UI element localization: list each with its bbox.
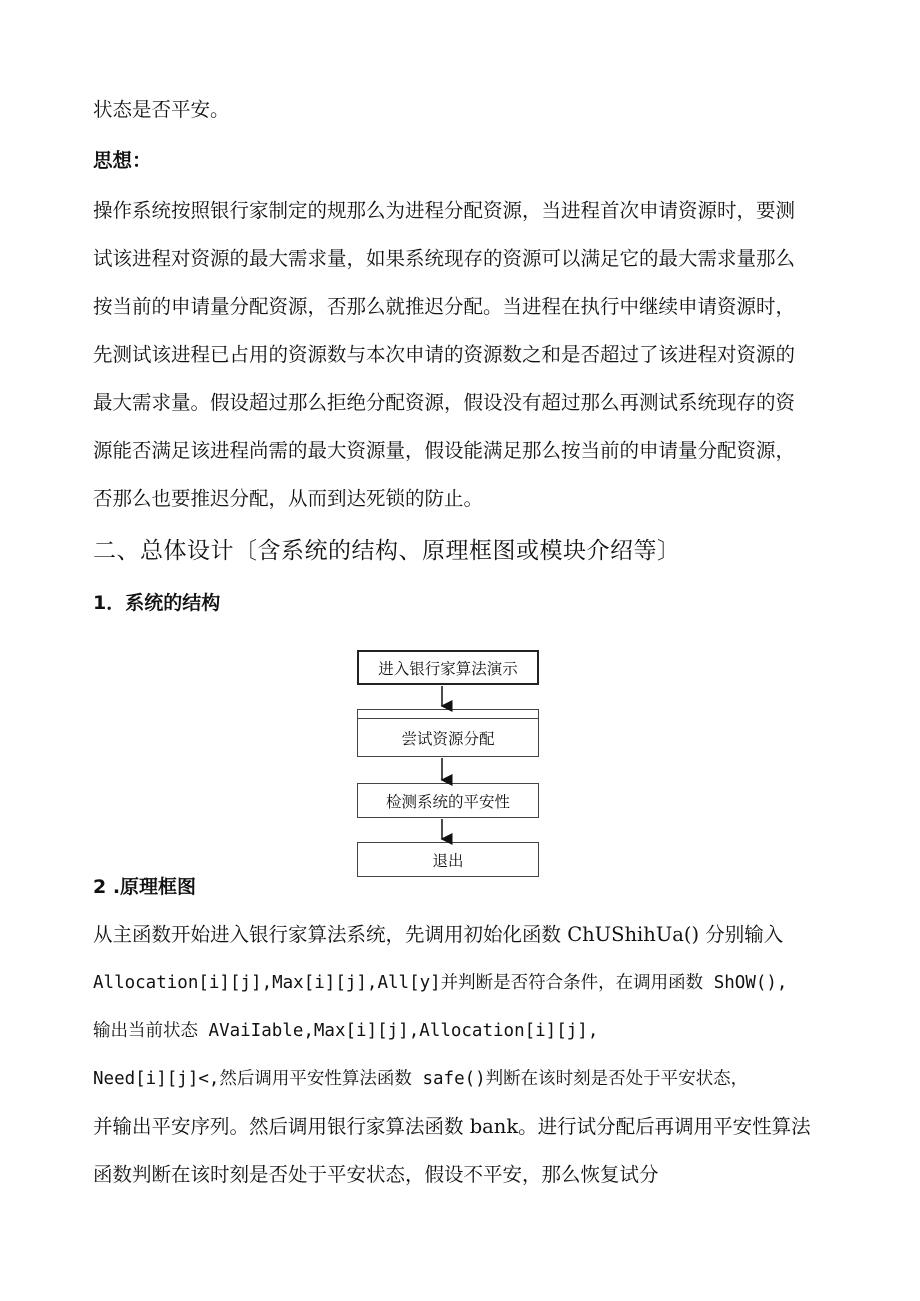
subsection-title-structure: 1．系统的结构: [93, 592, 221, 614]
paragraph-line: Need[i][j]<,然后调用平安性算法函数 safe()判断在该时刻是否处于平安状态，: [93, 1069, 749, 1089]
paragraph-line: 函数判断在该时刻是否处于平安状态，假设不平安，那么恢复试分: [93, 1163, 659, 1186]
flow-step-enter: 进入银行家算法演示: [357, 650, 539, 685]
paragraph-line: 输出当前状态 AVaiIable,Max[i][j],Allocation[i][j],: [93, 1021, 599, 1041]
paragraph-line: 源能否满足该进程尚需的最大资源量，假设能满足那么按当前的申请量分配资源，: [93, 439, 796, 462]
paragraph-line: 最大需求量。假设超过那么拒绝分配资源，假设没有超过那么再测试系统现存的资: [93, 391, 796, 414]
flow-step-check-safety: 检测系统的平安性: [357, 783, 539, 818]
flow-step-exit: 退出: [357, 842, 539, 877]
paragraph-line: 先测试该进程已占用的资源数与本次申请的资源数之和是否超过了该进程对资源的: [93, 343, 796, 366]
paragraph-line: 按当前的申请量分配资源，否那么就推迟分配。当进程在执行中继续申请资源时，: [93, 295, 796, 318]
heading-idea: 思想：: [93, 149, 152, 172]
subsection-title-principle-diagram: 2 .原理框图: [93, 876, 197, 898]
paragraph-line: 否那么也要推迟分配，从而到达死锁的防止。: [93, 487, 484, 510]
section-title-overall-design: 二、总体设计〔含系统的结构、原理框图或模块介绍等〕: [93, 538, 681, 564]
paragraph-line: 试该进程对资源的最大需求量，如果系统现存的资源可以满足它的最大需求量那么: [93, 247, 796, 270]
paragraph-line: Allocation[i][j],Max[i][j],All[y]并判断是否符合条件，在调用函数 ShOW(),: [93, 973, 788, 993]
flow-step-label: 尝试资源分配: [401, 729, 495, 748]
paragraph-line: 操作系统按照银行家制定的规那么为进程分配资源，当进程首次申请资源时，要测: [93, 199, 796, 222]
paragraph-line: 并输出平安序列。然后调用银行家算法函数 bank。进行试分配后再调用平安性算法: [93, 1115, 811, 1138]
text-line-state: 状态是否平安。: [93, 98, 230, 121]
paragraph-line: 从主函数开始进入银行家算法系统，先调用初始化函数 ChUShihUa() 分别输入: [93, 923, 784, 946]
